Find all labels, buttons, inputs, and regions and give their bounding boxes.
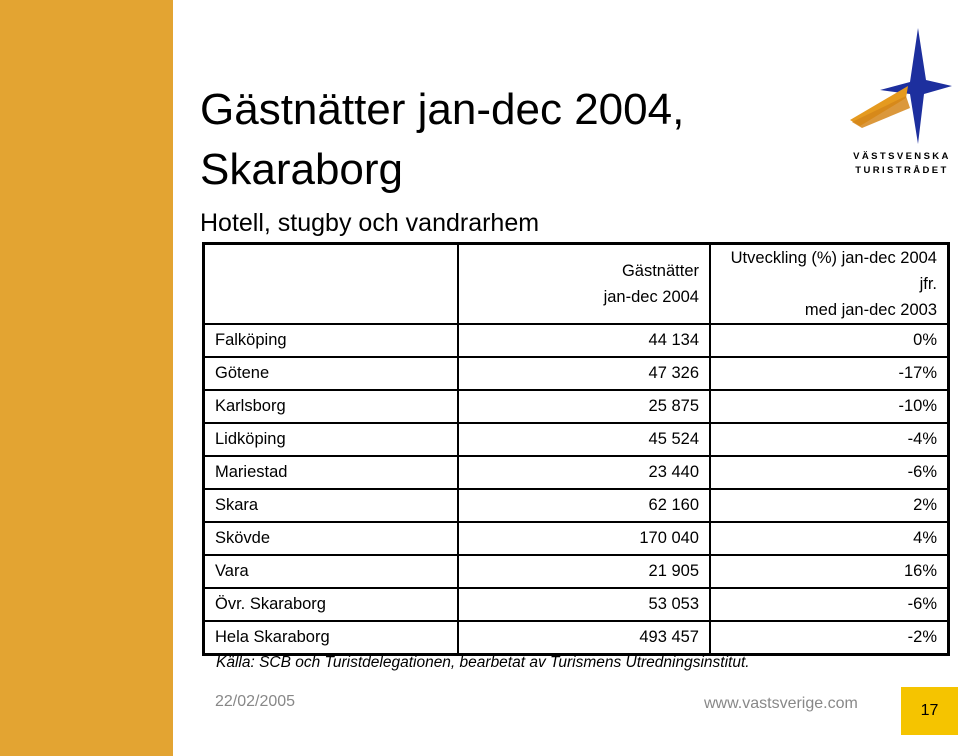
header-guest-nights [458,244,710,325]
row-municipality: Skara [204,489,459,522]
footer-date: 22/02/2005 [215,693,296,710]
logo-line-1: VÄSTSVENSKA [853,151,951,162]
logo-wordmark [844,150,960,178]
left-accent-bar [0,0,173,756]
row-municipality: Övr. Skaraborg [204,588,459,621]
page-subtitle: Hotell, stugby och vandrarhem [200,209,540,237]
row-change: -17% [710,357,949,390]
row-nights: 53 053 [458,588,710,621]
row-nights: 44 134 [458,324,710,357]
logo-star-blue [880,28,952,144]
logo-line-2: TURISTRÅDET [855,165,949,176]
header-guest-nights-line1: Gästnätter [621,262,699,280]
row-nights: 21 905 [458,555,710,588]
row-municipality: Falköping [204,324,459,357]
row-municipality: Hela Skaraborg [204,621,459,655]
row-municipality: Mariestad [204,456,459,489]
row-change: -2% [710,621,949,655]
guest-nights-table [202,242,950,656]
row-nights: 47 326 [458,357,710,390]
row-nights: 493 457 [458,621,710,655]
row-municipality: Skövde [204,522,459,555]
footer-url: www.vastsverige.com [704,695,858,712]
row-nights: 25 875 [458,390,710,423]
table-row [204,555,949,588]
header-guest-nights-line2: jan-dec 2004 [603,288,699,306]
row-nights: 23 440 [458,456,710,489]
row-change: -6% [710,456,949,489]
row-change: 16% [710,555,949,588]
table-header-row [204,244,949,325]
row-municipality: Karlsborg [204,390,459,423]
table-row [204,456,949,489]
row-change: 0% [710,324,949,357]
table-row [204,390,949,423]
table-row [204,423,949,456]
table-row [204,324,949,357]
row-nights: 45 524 [458,423,710,456]
header-change [710,244,949,325]
logo-swoosh-dark [852,96,910,128]
row-municipality: Götene [204,357,459,390]
table-row [204,489,949,522]
row-municipality: Vara [204,555,459,588]
header-change-line1: Utveckling (%) jan-dec 2004 jfr. [730,249,937,293]
row-change: -4% [710,423,949,456]
row-nights: 62 160 [458,489,710,522]
row-municipality: Lidköping [204,423,459,456]
table-row [204,522,949,555]
row-change: -6% [710,588,949,621]
table-row [204,588,949,621]
table-row [204,357,949,390]
page-number: 17 [901,687,958,735]
row-change: -10% [710,390,949,423]
header-empty-cell [204,244,459,325]
row-nights: 170 040 [458,522,710,555]
page-title: Gästnätter jan-dec 2004, Skaraborg [200,85,685,194]
row-change: 4% [710,522,949,555]
header-change-line2: med jan-dec 2003 [804,301,937,319]
row-change: 2% [710,489,949,522]
table-row-total [204,621,949,655]
source-note: Källa: SCB och Turistdelegationen, bearbetat av Turismens Utredningsinstitut. [216,654,750,671]
